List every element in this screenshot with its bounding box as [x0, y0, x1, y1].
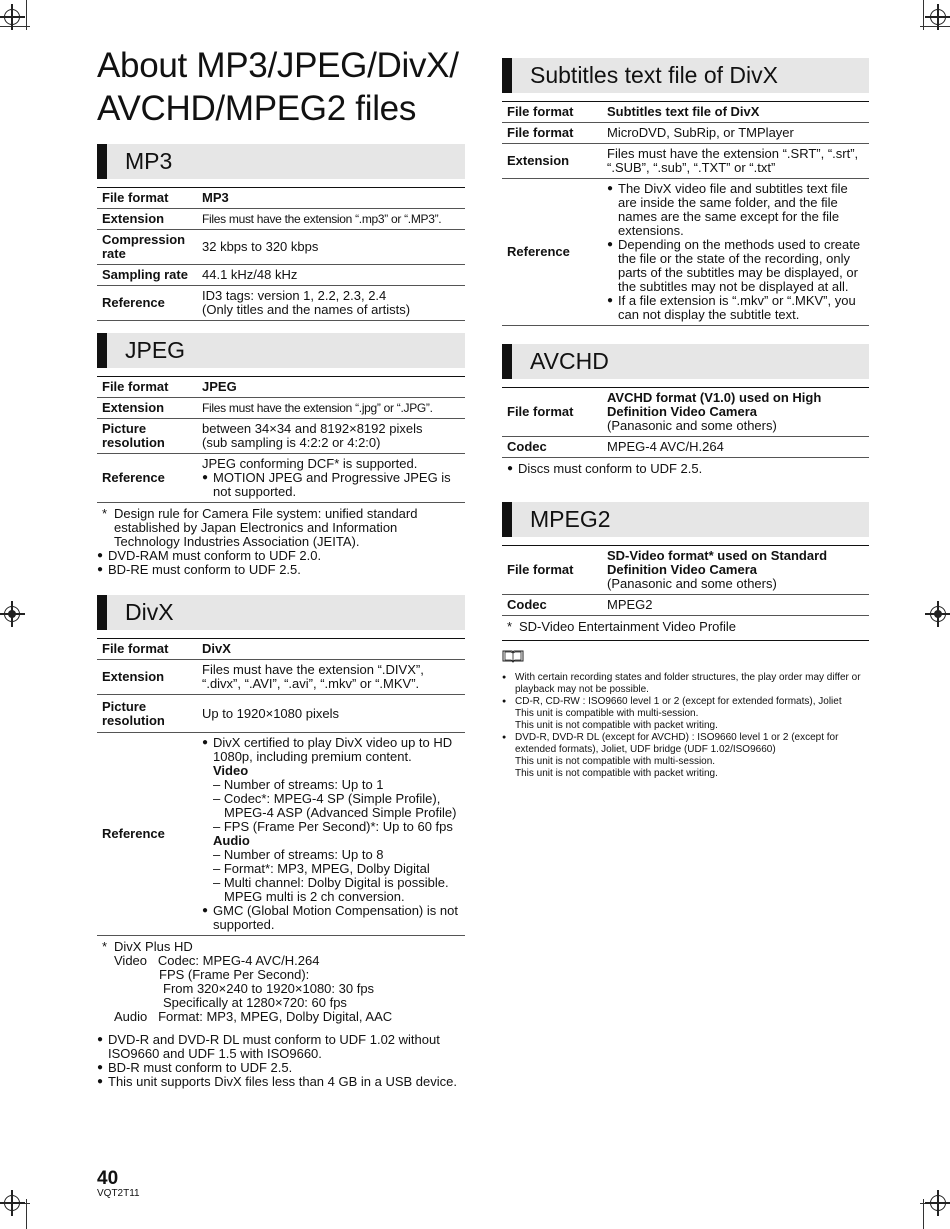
row-label: Codec — [502, 595, 602, 616]
dash-item: – Multi channel: Dolby Digital is possible. — [213, 875, 449, 890]
row-value-line: JPEG conforming DCF* is supported. — [202, 456, 418, 471]
row-value: MicroDVD, SubRip, or TMPlayer — [602, 123, 869, 144]
row-label: Extension — [97, 660, 197, 695]
avchd-notes — [502, 462, 869, 476]
bullet-item: ● DivX certified to play DivX video up to HD 1080p, including premium content. — [202, 736, 460, 764]
table-row — [502, 595, 869, 616]
bullet-item: ● MOTION JPEG and Progressive JPEG is not supported. — [202, 471, 460, 499]
bullet-item: ● With certain recording states and folder structures, the play order may differ or playback may not be possible. — [502, 672, 869, 696]
row-label: Picture resolution — [97, 419, 197, 454]
row-label: File format — [97, 639, 197, 660]
footnote-line: Video Codec: MPEG-4 AVC/H.264 — [114, 953, 320, 968]
divx-heading: DivX — [97, 595, 465, 630]
footnote-text: SD-Video Entertainment Video Profile — [519, 619, 737, 634]
row-value: MPEG2 — [602, 595, 869, 616]
jpeg-table — [97, 376, 465, 503]
row-value: 44.1 kHz/48 kHz — [197, 265, 465, 286]
doc-code: VQT2T11 — [97, 1188, 140, 1199]
row-label: Reference — [502, 179, 602, 326]
bullet-item: ● This unit supports DivX files less than 4 GB in a USB device. — [97, 1075, 465, 1089]
table-row — [97, 188, 465, 209]
row-value-line: ID3 tags: version 1, 2.2, 2.3, 2.4 — [202, 288, 387, 303]
row-label: File format — [502, 123, 602, 144]
subheading-video: Video — [213, 763, 249, 778]
row-value-line: (Panasonic and some others) — [607, 418, 777, 433]
page-title-line2: AVCHD/MPEG2 files — [97, 89, 417, 128]
note-line: This unit is not compatible with packet writing. — [515, 720, 718, 731]
bullet-item: ● The DivX video file and subtitles text file are inside the same folder, and the file names are the same except for the file extensions. — [607, 182, 864, 238]
row-value: Files must have the extension “.jpg” or “.JPG”. — [197, 398, 465, 419]
note-line: This unit is not compatible with multi-session. — [515, 756, 716, 767]
footnote-line: From 320×240 to 1920×1080: 30 fps — [163, 981, 375, 996]
row-value: MPEG-4 AVC/H.264 — [602, 437, 869, 458]
row-value-line: (Panasonic and some others) — [607, 576, 777, 591]
table-row — [97, 639, 465, 660]
bullet-item: ● Depending on the methods used to create the file or the state of the recording, only parts of the subtitles may be displayed, or the subtitles may not be displayed at all. — [607, 238, 864, 294]
row-value: Subtitles text file of DivX — [602, 102, 869, 123]
row-label: Compression rate — [97, 230, 197, 265]
note-line: This unit is compatible with multi-session. — [515, 708, 699, 719]
row-label: File format — [502, 388, 602, 437]
book-icon — [502, 649, 869, 668]
footnote-line: Specifically at 1280×720: 60 fps — [163, 995, 347, 1010]
row-label: File format — [502, 546, 602, 595]
row-label: Codec — [502, 437, 602, 458]
page-title-line1: About MP3/JPEG/DivX/ — [97, 46, 459, 85]
row-value — [602, 546, 869, 595]
row-value-line: (sub sampling is 4:2:2 or 4:2:0) — [202, 435, 381, 450]
table-row — [97, 660, 465, 695]
registration-mark-icon — [0, 1190, 25, 1216]
subtitles-heading: Subtitles text file of DivX — [502, 58, 869, 93]
dash-item: – Number of streams: Up to 8 — [213, 847, 384, 862]
row-value: Up to 1920×1080 pixels — [197, 695, 465, 733]
row-value-line: between 34×34 and 8192×8192 pixels — [202, 421, 423, 436]
table-row — [97, 695, 465, 733]
table-row — [502, 179, 869, 326]
table-row — [502, 388, 869, 437]
row-label: Extension — [97, 398, 197, 419]
mpeg2-table — [502, 545, 869, 616]
table-row — [97, 454, 465, 503]
table-row — [97, 377, 465, 398]
table-row — [502, 546, 869, 595]
table-row — [502, 123, 869, 144]
footnote-line: FPS (Frame Per Second): — [159, 967, 310, 982]
table-row — [502, 102, 869, 123]
mp3-heading: MP3 — [97, 144, 465, 179]
registration-mark-icon — [925, 601, 950, 627]
small-notes — [502, 672, 869, 780]
row-label: File format — [502, 102, 602, 123]
dash-item: – FPS (Frame Per Second)*: Up to 60 fps — [213, 819, 453, 834]
row-label: File format — [97, 377, 197, 398]
row-value-line: SD-Video format* used on Standard Definition Video Camera — [607, 548, 828, 577]
footnote-text: DivX Plus HD — [114, 939, 193, 954]
row-label: File format — [97, 188, 197, 209]
table-row — [97, 733, 465, 936]
row-value-line: AVCHD format (V1.0) used on High Definition Video Camera — [607, 390, 822, 419]
footnote-line: Audio Format: MP3, MPEG, Dolby Digital, AAC — [114, 1009, 393, 1024]
row-value: DivX — [197, 639, 465, 660]
table-row — [97, 419, 465, 454]
dash-item-cont: MPEG-4 ASP (Advanced Simple Profile) — [224, 805, 457, 820]
row-value — [197, 733, 465, 936]
note-line: This unit is not compatible with packet writing. — [515, 768, 718, 779]
row-value — [197, 419, 465, 454]
row-label: Sampling rate — [97, 265, 197, 286]
row-label: Reference — [97, 286, 197, 321]
footnote-text: Design rule for Camera File system: unified standard established by Japan Electronics and Information Technology Industries Association (JEITA). — [114, 506, 418, 549]
bullet-item: ● BD-R must conform to UDF 2.5. — [97, 1061, 465, 1075]
avchd-table — [502, 387, 869, 458]
mpeg2-heading: MPEG2 — [502, 502, 869, 537]
row-value — [602, 388, 869, 437]
row-label: Reference — [97, 733, 197, 936]
row-label: Extension — [502, 144, 602, 179]
footnote: * DivX Plus HD — [102, 939, 193, 954]
registration-mark-icon — [0, 601, 25, 627]
page-number: 40 — [97, 1168, 119, 1189]
table-row — [97, 209, 465, 230]
row-value: Files must have the extension “.mp3” or “.MP3”. — [197, 209, 465, 230]
bullet-item: ● Discs must conform to UDF 2.5. — [507, 462, 869, 476]
table-row — [97, 230, 465, 265]
row-value: MP3 — [197, 188, 465, 209]
divx-notes — [97, 940, 465, 1089]
table-row — [97, 265, 465, 286]
subtitles-table — [502, 101, 869, 326]
footnote: * SD-Video Entertainment Video Profile — [507, 619, 737, 634]
left-column — [97, 44, 465, 1089]
row-value: JPEG — [197, 377, 465, 398]
table-row — [502, 437, 869, 458]
bullet-item: ● GMC (Global Motion Compensation) is not supported. — [202, 904, 460, 932]
bullet-item: ● DVD-R, DVD-R DL (except for AVCHD) : ISO9660 level 1 or 2 (except for extended formats), Joliet, UDF bridge (UDF 1.02/ISO9660) — [502, 732, 869, 756]
table-row — [97, 286, 465, 321]
table-row — [502, 144, 869, 179]
avchd-heading: AVCHD — [502, 344, 869, 379]
row-value — [197, 454, 465, 503]
row-value-line: (Only titles and the names of artists) — [202, 302, 411, 317]
row-value: Files must have the extension “.DIVX”, “.divx”, “.AVI”, “.avi”, “.mkv” or “.MKV”. — [197, 660, 465, 695]
row-label: Extension — [97, 209, 197, 230]
row-value — [602, 179, 869, 326]
row-label: Picture resolution — [97, 695, 197, 733]
bullet-item: ● CD-R, CD-RW : ISO9660 level 1 or 2 (except for extended formats), Joliet — [502, 696, 869, 708]
subheading-audio: Audio — [213, 833, 250, 848]
dash-item: – Number of streams: Up to 1 — [213, 777, 384, 792]
registration-mark-icon — [925, 1190, 950, 1216]
row-value: 32 kbps to 320 kbps — [197, 230, 465, 265]
dash-item-cont: MPEG multi is 2 ch conversion. — [224, 889, 405, 904]
jpeg-heading: JPEG — [97, 333, 465, 368]
mp3-table — [97, 187, 465, 321]
bullet-item: ● DVD-RAM must conform to UDF 2.0. — [97, 549, 465, 563]
table-row — [97, 398, 465, 419]
divider — [502, 640, 869, 641]
row-value: Files must have the extension “.SRT”, “.srt”, “.SUB”, “.sub”, “.TXT” or “.txt” — [602, 144, 869, 179]
dash-item: – Format*: MP3, MPEG, Dolby Digital — [213, 861, 430, 876]
registration-mark-icon — [925, 4, 950, 30]
bullet-item: ● BD-RE must conform to UDF 2.5. — [97, 563, 465, 577]
dash-item: – Codec*: MPEG-4 SP (Simple Profile), — [213, 791, 441, 806]
jpeg-notes — [97, 507, 465, 577]
bullet-item: ● If a file extension is “.mkv” or “.MKV”, you can not display the subtitle text. — [607, 294, 864, 322]
footnote: * Design rule for Camera File system: unified standard established by Japan Electronics and Information Technology Industries Association (JEITA). — [102, 506, 418, 549]
page-title — [97, 44, 465, 130]
row-label: Reference — [97, 454, 197, 503]
row-value — [197, 286, 465, 321]
divx-table — [97, 638, 465, 936]
registration-mark-icon — [0, 4, 25, 30]
mpeg2-notes — [502, 620, 869, 634]
right-column — [502, 58, 869, 780]
bullet-item: ● DVD-R and DVD-R DL must conform to UDF 1.02 without ISO9660 and UDF 1.5 with ISO9660. — [97, 1033, 465, 1061]
